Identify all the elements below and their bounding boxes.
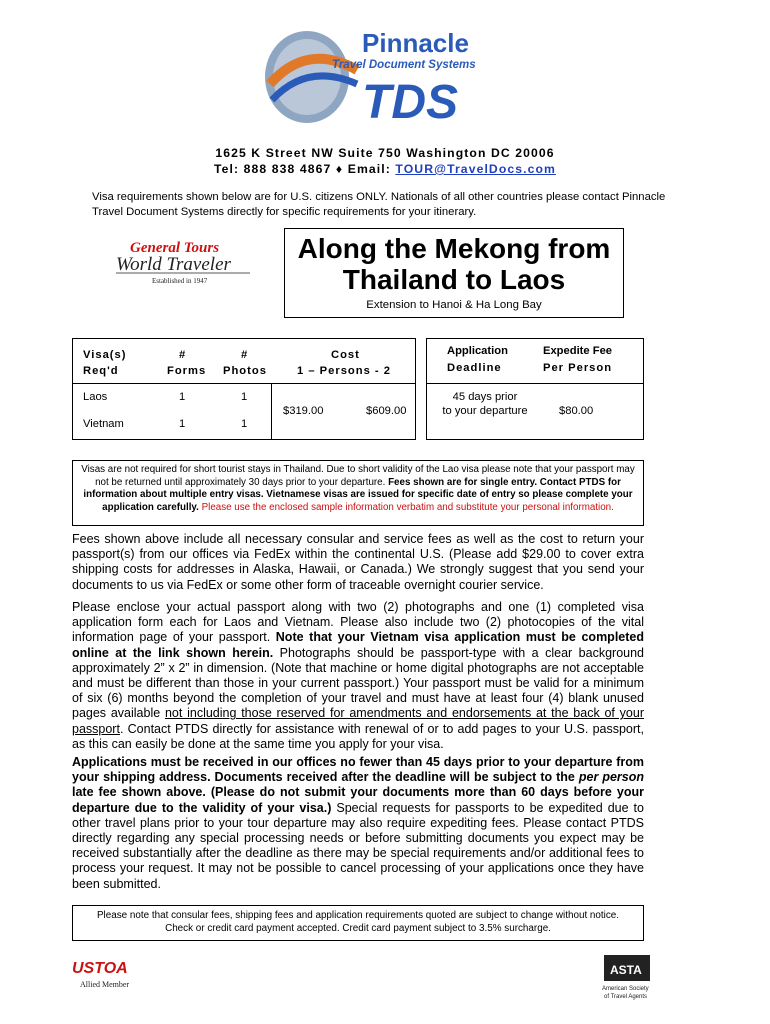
- page-subtitle: Extension to Hanoi & Ha Long Bay: [366, 299, 542, 311]
- p2-b: Note that your Vietnam visa application must be completed online at the link shown herein.: [72, 630, 644, 660]
- row-vietnam-forms: 1: [179, 418, 186, 430]
- hdr-cost: Cost: [331, 349, 360, 361]
- logo-abbr: TDS: [362, 76, 458, 129]
- paragraph-passport: [72, 600, 644, 752]
- hdr-req: Req'd: [83, 365, 119, 377]
- paragraph-fees: Fees shown above include all necessary consular and service fees as well as the cost to return your passport(s) from our offices via FedEx within the continental U.S. (Please add $29.00 to cover extra shipping costs for addresses in Alaska, Hawaii, or Canada.) We strongly suggest that you send your documents to us via FedEx or some other form of traceable overnight courier service.: [72, 532, 644, 592]
- address-line: 1625 K Street NW Suite 750 Washington DC 20006: [215, 146, 555, 160]
- cost-two-persons: $609.00: [366, 405, 407, 417]
- hdr-photos: Photos: [223, 365, 267, 377]
- hdr-forms-hash: #: [179, 349, 187, 361]
- visa-note-box: [72, 460, 644, 526]
- hdr-expedite: Expedite Fee: [543, 345, 613, 357]
- pinnacle-tds-logo: [262, 22, 492, 130]
- row-laos-forms: 1: [179, 391, 186, 403]
- visa-table: [72, 338, 416, 440]
- p2-c: Photographs should be passport-type with a clear background approximately 2” x 2” in dimension. (Note that machine or home digital photographs are not acceptable and must be different than those in your current passport.) Your passport must be valid for a minimum of six (6) months beyond the completion of your travel and must have at least four (4) blank unused pages available: [72, 645, 644, 721]
- note-text: Visas are not required for short tourist stays in Thailand. Due to short validity of the Lao visa please note that your passport may not be returned until approximately 30 days prior to your departure.: [81, 464, 635, 488]
- paragraph-deadline: [72, 755, 644, 892]
- ustoa-logo: [70, 955, 138, 995]
- note-bold: Fees shown are for single entry. Contact PTDS for information about multiple entry visas. Vietnamese visas are issued for specific date of entry so please complete your application carefully.: [83, 476, 633, 513]
- cost-one-person: $319.00: [283, 405, 324, 417]
- title-box: [284, 228, 624, 318]
- p2-u: not including those reserved for amendments and endorsements at the back of your passport: [72, 706, 644, 736]
- contact-line: Tel: 888 838 4867 ♦ Email: TOUR@TravelDocs.com: [214, 162, 556, 176]
- payment-note-box: [72, 905, 644, 941]
- email-link[interactable]: TOUR@TravelDocs.com: [395, 162, 556, 176]
- page-title-line1: Along the Mekong from: [297, 233, 611, 264]
- hdr-persons: 1 – Persons - 2: [297, 365, 391, 377]
- row-laos-photos: 1: [241, 391, 248, 403]
- note-red: Please use the enclosed sample information verbatim and substitute your personal information.: [201, 501, 614, 513]
- logo-brand: Pinnacle: [362, 28, 469, 58]
- hdr-per-person: Per Person: [543, 362, 613, 374]
- hdr-forms: Forms: [167, 365, 207, 377]
- deadline-value-2: to your departure: [442, 405, 528, 417]
- gt-line2: World Traveler: [116, 254, 231, 275]
- general-tours-logo: [112, 236, 252, 288]
- ustoa-text: USTOA: [72, 960, 128, 977]
- hdr-photos-hash: #: [241, 349, 249, 361]
- asta-text: ASTA: [610, 963, 642, 977]
- row-vietnam-country: Vietnam: [83, 418, 124, 430]
- deadline-table: [426, 338, 644, 440]
- email-label: Email:: [347, 162, 391, 176]
- expedite-value: $80.00: [559, 405, 594, 417]
- payment-note-line2: Check or credit card payment accepted. Credit card payment subject to 3.5% surcharge.: [165, 923, 551, 934]
- hdr-deadline: Deadline: [447, 362, 502, 374]
- ustoa-sub: Allied Member: [80, 980, 130, 989]
- gt-line3: Established in 1947: [152, 277, 208, 285]
- payment-note-line1: Please note that consular fees, shipping fees and application requirements quoted are subject to change without notice.: [96, 910, 620, 921]
- p3-bi: per person: [578, 770, 644, 785]
- asta-sub2: of Travel Agents: [604, 994, 648, 1000]
- p3-b1: Applications must be received in our offices no fewer than 45 days prior to your departure from your shipping address. Documents received after the deadline will be subject to the: [72, 755, 644, 785]
- p2-d: . Contact PTDS directly for assistance with renewal of or to add pages to your U.S. passport, as this can easily be done at the same time you apply for your visa.: [72, 721, 644, 751]
- hdr-application: Application: [447, 345, 508, 357]
- hdr-visas: Visa(s): [83, 349, 127, 361]
- intro-text: Visa requirements shown below are for U.S. citizens ONLY. Nationals of all other countries please contact Pinnacle Travel Document Systems directly for specific requirements for your itinerary.: [92, 191, 666, 218]
- p2-a: Please enclose your actual passport along with two (2) photographs and one (1) completed visa application form each for Laos and Vietnam. Please also include two (2) photocopies of the vital information page of your passport.: [72, 600, 644, 645]
- tel: Tel: 888 838 4867: [214, 162, 332, 176]
- deadline-value-1: 45 days prior: [452, 391, 518, 403]
- asta-sub1: American Society: [602, 986, 649, 992]
- row-vietnam-photos: 1: [241, 418, 248, 430]
- page-title-line2: Thailand to Laos: [342, 264, 566, 295]
- logo-tagline: Travel Document Systems: [332, 59, 476, 71]
- p3-b2: late fee shown above. (Please do not submit your documents more than 60 days before your departure due to the validity of your visa.): [72, 785, 644, 815]
- gt-line1: General Tours: [130, 240, 220, 256]
- row-laos-country: Laos: [83, 391, 108, 403]
- asta-logo: [600, 955, 654, 1001]
- p3-c: Special requests for passports to be expedited due to other travel plans prior to your tour departure may also require expediting fees. Please contact PTDS directly regarding any special processing needs or before submitting documents you expect may be received substantially after the deadline as there may be special requirements and/or additional fees to process your request. It may not be possible to cancel processing of your applications once they have been submitted.: [72, 800, 644, 891]
